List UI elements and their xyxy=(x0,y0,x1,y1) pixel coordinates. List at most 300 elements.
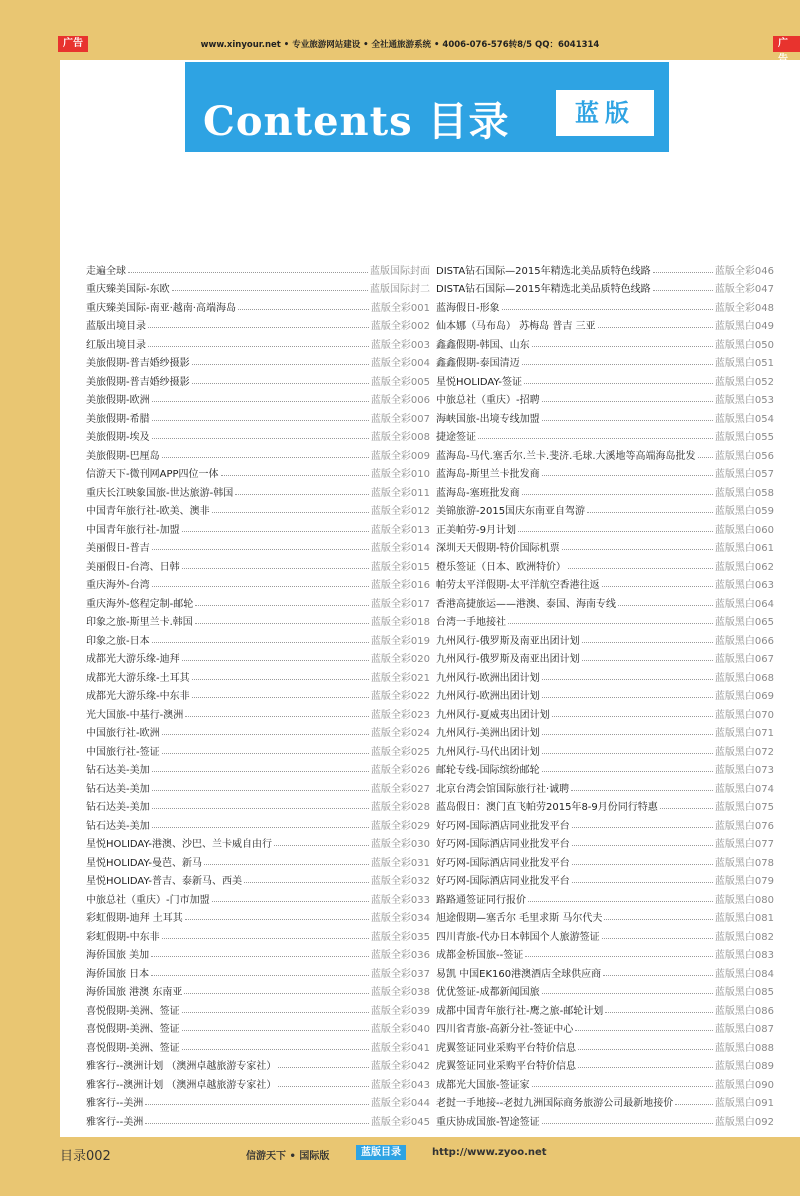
toc-entry-title: 星悦HOLIDAY-曼芭、新马 xyxy=(86,857,203,869)
toc-entry-page: 蓝版全彩039 xyxy=(370,1005,430,1017)
toc-entry[interactable] xyxy=(86,369,430,388)
toc-leader-dots xyxy=(152,420,369,421)
toc-entry-page: 蓝版全彩048 xyxy=(714,302,774,314)
toc-entry[interactable] xyxy=(436,702,774,721)
ad-badge-right: 广 xyxy=(773,36,800,52)
toc-entry[interactable] xyxy=(436,1017,774,1036)
toc-entry-page: 蓝版全彩021 xyxy=(370,672,430,684)
toc-entry[interactable] xyxy=(86,887,430,906)
toc-leader-dots xyxy=(675,1104,713,1105)
toc-entry-page: 蓝版全彩001 xyxy=(370,302,430,314)
toc-entry-page: 蓝版黑白064 xyxy=(714,598,774,610)
toc-entry[interactable] xyxy=(86,1072,430,1091)
toc-entry-title: 成都光大游乐缘-土耳其 xyxy=(86,672,190,684)
toc-entry[interactable] xyxy=(86,647,430,666)
toc-entry[interactable] xyxy=(86,277,430,296)
toc-leader-dots xyxy=(532,1086,713,1087)
toc-entry[interactable] xyxy=(86,1017,430,1036)
toc-entry-page: 蓝版全彩003 xyxy=(370,339,430,351)
toc-leader-dots xyxy=(235,494,369,495)
toc-entry[interactable] xyxy=(436,943,774,962)
toc-leader-dots xyxy=(204,864,369,865)
toc-entry[interactable] xyxy=(86,351,430,370)
toc-entry[interactable] xyxy=(436,628,774,647)
toc-entry[interactable] xyxy=(436,887,774,906)
toc-entry[interactable] xyxy=(436,258,774,277)
toc-entry[interactable] xyxy=(436,425,774,444)
toc-entry-title: 优优签证-成都新闻国旅 xyxy=(436,987,540,998)
toc-entry-page: 蓝版黑白056 xyxy=(714,450,774,462)
toc-entry-page: 蓝版全彩022 xyxy=(370,691,430,702)
toc-entry[interactable] xyxy=(436,591,774,610)
toc-entry-title: 好巧网-国际酒店同业批发平台 xyxy=(436,876,570,887)
toc-entry-title: 四川省青旅-高新分社-签证中心 xyxy=(436,1024,574,1035)
toc-entry-title: 喜悦假期-美洲、签证 xyxy=(86,1005,180,1017)
toc-entry[interactable] xyxy=(86,980,430,999)
toc-entry-page: 蓝版国际封二 xyxy=(370,284,430,295)
toc-entry-title: 光大国旅-中基行-澳洲 xyxy=(86,709,184,721)
toc-entry-title: 北京台湾会馆国际旅行社·诚聘 xyxy=(436,783,570,795)
toc-leader-dots xyxy=(582,642,713,643)
toc-entry-title: 海侨国旅 港澳 东南亚 xyxy=(86,987,183,998)
toc-leader-dots xyxy=(152,642,369,643)
toc-entry-page: 蓝版全彩014 xyxy=(370,543,430,554)
toc-leader-dots xyxy=(575,1030,713,1031)
toc-entry[interactable] xyxy=(436,406,774,425)
toc-leader-dots xyxy=(278,1067,369,1068)
toc-entry-title: 中国旅行社-欧洲 xyxy=(86,728,160,739)
toc-leader-dots xyxy=(508,623,713,624)
toc-leader-dots xyxy=(602,938,713,939)
toc-entry-page: 蓝版全彩033 xyxy=(370,894,430,906)
toc-leader-dots xyxy=(244,882,369,883)
toc-entry[interactable] xyxy=(86,499,430,518)
toc-entry-page: 蓝版黑白068 xyxy=(714,672,774,684)
toc-leader-dots xyxy=(528,901,713,902)
toc-entry-page: 蓝版黑白074 xyxy=(714,783,774,795)
toc-entry-page: 蓝版全彩040 xyxy=(370,1024,430,1035)
toc-entry-title: 易凯 中国EK160港澳酒店全球供应商 xyxy=(436,968,602,980)
toc-entry-title: 海侨国旅 美加 xyxy=(86,950,150,961)
toc-leader-dots xyxy=(152,549,369,550)
toc-entry-page: 蓝版黑白055 xyxy=(714,432,774,443)
toc-entry[interactable] xyxy=(436,351,774,370)
toc-entry[interactable] xyxy=(86,1109,430,1128)
toc-entry-page: 蓝版黑白088 xyxy=(714,1042,774,1054)
toc-entry-page: 蓝版全彩026 xyxy=(370,765,430,776)
toc-entry[interactable] xyxy=(436,869,774,888)
toc-entry-page: 蓝版黑白082 xyxy=(714,931,774,943)
toc-entry-title: 九州风行-俄罗斯及南亚出团计划 xyxy=(436,635,580,647)
toc-entry[interactable] xyxy=(86,665,430,684)
footer-brand: 信游天下 • 国际版 xyxy=(246,1151,330,1162)
toc-entry[interactable] xyxy=(86,813,430,832)
toc-entry-title: 美旅假期-希腊 xyxy=(86,413,150,425)
toc-entry-title: 钻石达美-美加 xyxy=(86,765,150,776)
toc-leader-dots xyxy=(578,1067,713,1068)
toc-entry-title: 九州风行-俄罗斯及南亚出团计划 xyxy=(436,654,580,665)
toc-entry-title: 九州风行-欧洲出团计划 xyxy=(436,691,540,702)
toc-entry-title: 星悦HOLIDAY-港澳、沙巴、兰卡威自由行 xyxy=(86,839,273,850)
toc-entry-title: 重庆长江映象国旅-世达旅游-韩国 xyxy=(86,487,234,499)
toc-entry-title: 仙本娜（马布岛） 苏梅岛 普吉 三亚 xyxy=(436,321,596,332)
toc-entry-title: 捷途签证 xyxy=(436,432,476,443)
toc-leader-dots xyxy=(572,827,713,828)
toc-entry-page: 蓝版全彩024 xyxy=(370,728,430,739)
toc-entry-title: 海侨国旅 日本 xyxy=(86,968,150,980)
toc-entry[interactable] xyxy=(436,480,774,499)
toc-leader-dots xyxy=(653,272,713,273)
toc-entry[interactable] xyxy=(86,406,430,425)
toc-entry[interactable] xyxy=(86,850,430,869)
toc-leader-dots xyxy=(542,734,713,735)
toc-entry-page: 蓝版全彩041 xyxy=(370,1042,430,1054)
toc-entry-page: 蓝版黑白054 xyxy=(714,413,774,425)
toc-entry[interactable] xyxy=(86,1035,430,1054)
toc-entry-page: 蓝版黑白070 xyxy=(714,709,774,721)
toc-entry-page: 蓝版全彩034 xyxy=(370,913,430,924)
toc-entry-page: 蓝版全彩011 xyxy=(370,487,430,499)
toc-entry-page: 蓝版全彩045 xyxy=(370,1116,430,1128)
toc-entry-title: 美旅假期-普吉婚纱摄影 xyxy=(86,358,190,369)
toc-entry[interactable] xyxy=(86,443,430,462)
toc-leader-dots xyxy=(221,475,369,476)
toc-leader-dots xyxy=(152,401,369,402)
toc-entry-page: 蓝版黑白087 xyxy=(714,1024,774,1035)
toc-entry-title: DISTA钻石国际—2015年精选北美品质特色线路 xyxy=(436,284,651,295)
toc-entry-page: 蓝版黑白071 xyxy=(714,728,774,739)
toc-entry-title: 彩虹假期-中东非 xyxy=(86,931,160,943)
toc-entry-page: 蓝版黑白084 xyxy=(714,968,774,980)
toc-entry-page: 蓝版全彩028 xyxy=(370,802,430,813)
toc-entry[interactable] xyxy=(86,961,430,980)
toc-entry-page: 蓝版黑白075 xyxy=(714,802,774,813)
toc-entry-page: 蓝版黑白062 xyxy=(714,561,774,573)
toc-entry-page: 蓝版全彩044 xyxy=(370,1098,430,1109)
toc-entry-page: 蓝版全彩017 xyxy=(370,598,430,610)
toc-entry-page: 蓝版黑白076 xyxy=(714,820,774,832)
toc-entry-title: 邮轮专线-国际缤纷邮轮 xyxy=(436,765,540,776)
toc-leader-dots xyxy=(568,568,713,569)
toc-leader-dots xyxy=(151,975,369,976)
toc-entry-title: 中旅总社（重庆）-门市加盟 xyxy=(86,894,210,906)
toc-leader-dots xyxy=(182,660,369,661)
toc-entry[interactable] xyxy=(86,832,430,851)
toc-entry[interactable] xyxy=(436,443,774,462)
toc-leader-dots xyxy=(653,290,713,291)
toc-entry[interactable] xyxy=(436,369,774,388)
toc-leader-dots xyxy=(274,845,369,846)
toc-entry-title: 蓝岛假日：澳门直飞帕劳2015年8-9月份同行特惠 xyxy=(436,802,658,813)
toc-entry[interactable] xyxy=(436,776,774,795)
toc-entry[interactable] xyxy=(86,628,430,647)
toc-leader-dots xyxy=(212,512,369,513)
toc-leader-dots xyxy=(162,734,369,735)
toc-leader-dots xyxy=(572,845,713,846)
toc-entry[interactable] xyxy=(436,795,774,814)
toc-entry[interactable] xyxy=(86,758,430,777)
toc-entry[interactable] xyxy=(436,813,774,832)
toc-entry-page: 蓝版全彩013 xyxy=(370,524,430,536)
toc-entry-page: 蓝版黑白049 xyxy=(714,321,774,332)
toc-entry-page: 蓝版全彩037 xyxy=(370,968,430,980)
toc-leader-dots xyxy=(182,1030,369,1031)
toc-entry-page: 蓝版黑白085 xyxy=(714,987,774,998)
toc-entry[interactable] xyxy=(86,258,430,277)
toc-entry-page: 蓝版黑白050 xyxy=(714,339,774,351)
toc-entry[interactable] xyxy=(86,480,430,499)
toc-entry-title: 成都光大游乐缘-迪拜 xyxy=(86,654,180,665)
toc-entry-title: 雅客行--美洲 xyxy=(86,1116,144,1128)
toc-entry[interactable] xyxy=(86,610,430,629)
toc-leader-dots xyxy=(182,568,369,569)
toc-leader-dots xyxy=(542,697,713,698)
toc-entry[interactable] xyxy=(436,924,774,943)
toc-entry[interactable] xyxy=(86,536,430,555)
toc-entry[interactable] xyxy=(436,499,774,518)
toc-entry[interactable] xyxy=(86,517,430,536)
toc-entry[interactable] xyxy=(436,998,774,1017)
toc-leader-dots xyxy=(184,993,369,994)
toc-leader-dots xyxy=(698,457,713,458)
toc-leader-dots xyxy=(195,605,369,606)
toc-leader-dots xyxy=(598,327,713,328)
toc-entry-title: 成都光大游乐缘-中东非 xyxy=(86,691,190,702)
toc-entry[interactable] xyxy=(436,647,774,666)
toc-entry-title: 重庆海外-台湾 xyxy=(86,580,150,591)
toc-entry-title: 蓝海岛-马代.塞舌尔.兰卡.斐济.毛球.大溪地等高端海岛批发 xyxy=(436,450,696,462)
toc-entry-title: 走遍全球 xyxy=(86,265,126,277)
toc-entry[interactable] xyxy=(436,1072,774,1091)
toc-entry[interactable] xyxy=(436,277,774,296)
toc-leader-dots xyxy=(152,808,369,809)
toc-entry-title: 信游天下-微刊网APP四位一体 xyxy=(86,469,219,480)
toc-entry-page: 蓝版黑白073 xyxy=(714,765,774,776)
toc-leader-dots xyxy=(152,438,369,439)
toc-entry[interactable] xyxy=(436,1054,774,1073)
toc-entry-page: 蓝版黑白089 xyxy=(714,1061,774,1072)
toc-entry-page: 蓝版黑白052 xyxy=(714,376,774,388)
toc-leader-dots xyxy=(192,383,369,384)
toc-entry-title: DISTA钻石国际—2015年精选北美品质特色线路 xyxy=(436,265,651,277)
footer-page-number: 目录002 xyxy=(60,1149,111,1164)
toc-leader-dots xyxy=(192,679,369,680)
toc-entry[interactable] xyxy=(436,906,774,925)
toc-entry-title: 九州风行-欧洲出团计划 xyxy=(436,672,540,684)
toc-entry[interactable] xyxy=(86,702,430,721)
toc-leader-dots xyxy=(195,623,369,624)
toc-entry[interactable] xyxy=(436,573,774,592)
toc-leader-dots xyxy=(572,864,713,865)
toc-entry[interactable] xyxy=(436,462,774,481)
toc-leader-dots xyxy=(212,901,369,902)
toc-entry[interactable] xyxy=(436,684,774,703)
toc-entry[interactable] xyxy=(436,536,774,555)
toc-entry[interactable] xyxy=(86,943,430,962)
toc-leader-dots xyxy=(562,549,713,550)
toc-entry[interactable] xyxy=(436,739,774,758)
toc-entry-title: 橙乐签证（日本、欧洲特价） xyxy=(436,561,566,573)
toc-entry-title: 钻石达美-美加 xyxy=(86,820,150,832)
toc-entry-page: 蓝版全彩025 xyxy=(370,746,430,758)
toc-entry-page: 蓝版黑白078 xyxy=(714,857,774,869)
toc-entry-page: 蓝版黑白059 xyxy=(714,506,774,517)
toc-entry[interactable] xyxy=(436,980,774,999)
toc-entry[interactable] xyxy=(436,758,774,777)
toc-entry-page: 蓝版黑白051 xyxy=(714,358,774,369)
toc-entry[interactable] xyxy=(86,739,430,758)
toc-entry-title: 中国青年旅行社-欧美、澳非 xyxy=(86,506,210,517)
top-contact-info: www.xinyour.net • 专业旅游网站建设 • 全社通旅游系统 • 4006-076-576转8/5 QQ：6041314 xyxy=(200,40,600,50)
toc-entry-page: 蓝版全彩004 xyxy=(370,358,430,369)
toc-entry[interactable] xyxy=(86,314,430,333)
toc-entry-title: 台湾一手地接社 xyxy=(436,617,506,628)
toc-entry-title: 雅客行--澳洲计划 （澳洲卓越旅游专家社） xyxy=(86,1061,277,1072)
toc-entry[interactable] xyxy=(86,998,430,1017)
toc-entry[interactable] xyxy=(436,961,774,980)
toc-entry[interactable] xyxy=(86,1091,430,1110)
toc-entry[interactable] xyxy=(86,462,430,481)
toc-entry-title: 雅客行--澳洲计划 （澳洲卓越旅游专家社） xyxy=(86,1079,277,1091)
toc-entry[interactable] xyxy=(436,1035,774,1054)
toc-entry[interactable] xyxy=(86,591,430,610)
toc-leader-dots xyxy=(542,771,713,772)
toc-entry[interactable] xyxy=(436,517,774,536)
toc-entry-title: 成都金桥国旅--签证 xyxy=(436,950,524,961)
toc-leader-dots xyxy=(572,882,713,883)
toc-entry-title: 美锦旅游-2015国庆东南亚自驾游 xyxy=(436,506,586,517)
toc-leader-dots xyxy=(152,586,369,587)
toc-entry-title: 旭途假期—塞舌尔 毛里求斯 马尔代夫 xyxy=(436,913,603,924)
toc-leader-dots xyxy=(162,753,369,754)
toc-entry-page: 蓝版黑白091 xyxy=(714,1098,774,1109)
toc-entry[interactable] xyxy=(86,776,430,795)
toc-entry-title: 蓝版出境目录 xyxy=(86,321,146,332)
toc-entry[interactable] xyxy=(86,924,430,943)
toc-entry-page: 蓝版全彩019 xyxy=(370,635,430,647)
toc-entry[interactable] xyxy=(436,314,774,333)
toc-entry-page: 蓝版全彩006 xyxy=(370,395,430,406)
toc-entry-page: 蓝版全彩018 xyxy=(370,617,430,628)
toc-entry-page: 蓝版黑白069 xyxy=(714,691,774,702)
top-bar xyxy=(0,0,800,60)
toc-entry-page: 蓝版黑白090 xyxy=(714,1079,774,1091)
toc-entry[interactable] xyxy=(436,850,774,869)
toc-leader-dots xyxy=(145,1104,369,1105)
toc-entry-title: 深圳天天假期-特价国际机票 xyxy=(436,543,560,554)
toc-entry-page: 蓝版全彩029 xyxy=(370,820,430,832)
toc-entry-title: 钻石达美-美加 xyxy=(86,802,150,813)
toc-entry-page: 蓝版黑白061 xyxy=(714,543,774,554)
toc-entry[interactable] xyxy=(86,425,430,444)
toc-entry-page: 蓝版全彩010 xyxy=(370,469,430,480)
toc-entry-page: 蓝版黑白058 xyxy=(714,487,774,499)
toc-leader-dots xyxy=(192,697,369,698)
toc-entry[interactable] xyxy=(436,610,774,629)
toc-leader-dots xyxy=(542,993,713,994)
toc-entry-page: 蓝版全彩008 xyxy=(370,432,430,443)
edition-badge: 蓝版 xyxy=(556,90,654,136)
toc-leader-dots xyxy=(571,790,713,791)
toc-entry-title: 美旅假期-巴厘岛 xyxy=(86,450,160,462)
toc-leader-dots xyxy=(525,956,713,957)
toc-leader-dots xyxy=(587,512,713,513)
toc-entry[interactable] xyxy=(86,554,430,573)
toc-entry-title: 好巧网-国际酒店同业批发平台 xyxy=(436,820,570,832)
toc-leader-dots xyxy=(172,290,368,291)
toc-entry-title: 美旅假期-普吉婚纱摄影 xyxy=(86,376,190,388)
toc-entry-page: 蓝版全彩015 xyxy=(370,561,430,573)
toc-entry-title: 成都光大国旅-签证家 xyxy=(436,1079,530,1091)
toc-entry[interactable] xyxy=(86,684,430,703)
toc-column-left xyxy=(86,258,430,1128)
toc-entry-title: 虎翼签证同业采购平台特价信息 xyxy=(436,1061,576,1072)
toc-leader-dots xyxy=(542,753,713,754)
toc-entry[interactable] xyxy=(86,721,430,740)
toc-entry-page: 蓝版全彩036 xyxy=(370,950,430,961)
toc-entry-title: 喜悦假期-美洲、签证 xyxy=(86,1042,180,1054)
toc-leader-dots xyxy=(524,383,713,384)
toc-entry[interactable] xyxy=(86,388,430,407)
toc-leader-dots xyxy=(128,272,368,273)
toc-leader-dots xyxy=(185,716,369,717)
toc-leader-dots xyxy=(185,919,369,920)
toc-entry-title: 中国青年旅行社-加盟 xyxy=(86,524,180,536)
toc-entry-title: 老挝一手地接--老挝九洲国际商务旅游公司最新地接价 xyxy=(436,1098,674,1109)
toc-entry-title: 红版出境目录 xyxy=(86,339,146,351)
toc-entry[interactable] xyxy=(436,832,774,851)
toc-entry-title: 喜悦假期-美洲、签证 xyxy=(86,1024,180,1035)
toc-entry-title: 重庆海外-悠程定制-邮轮 xyxy=(86,598,194,610)
toc-entry-title: 印象之旅-斯里兰卡.韩国 xyxy=(86,617,193,628)
toc-entry-page: 蓝版全彩038 xyxy=(370,987,430,998)
toc-entry[interactable] xyxy=(436,665,774,684)
toc-leader-dots xyxy=(604,919,713,920)
toc-entry-page: 蓝版全彩031 xyxy=(370,857,430,869)
toc-leader-dots xyxy=(152,790,369,791)
toc-entry[interactable] xyxy=(86,906,430,925)
toc-entry-page: 蓝版黑白057 xyxy=(714,469,774,480)
toc-entry-page: 蓝版全彩009 xyxy=(370,450,430,462)
toc-entry[interactable] xyxy=(436,332,774,351)
footer-section-badge: 蓝版目录 xyxy=(356,1145,406,1160)
toc-entry-page: 蓝版全彩030 xyxy=(370,839,430,850)
toc-entry[interactable] xyxy=(86,295,430,314)
footer-url: http://www.zyoo.net xyxy=(432,1147,547,1158)
toc-entry[interactable] xyxy=(86,573,430,592)
toc-entry[interactable] xyxy=(436,388,774,407)
toc-entry[interactable] xyxy=(436,295,774,314)
toc-entry-title: 重庆协成国旅-智途签证 xyxy=(436,1116,540,1128)
toc-entry-title: 美丽假日-普吉 xyxy=(86,543,150,554)
toc-entry[interactable] xyxy=(86,869,430,888)
toc-entry-page: 蓝版全彩032 xyxy=(370,876,430,887)
toc-entry-page: 蓝版全彩007 xyxy=(370,413,430,425)
toc-entry[interactable] xyxy=(436,554,774,573)
toc-leader-dots xyxy=(578,1049,713,1050)
toc-entry[interactable] xyxy=(86,795,430,814)
toc-entry[interactable] xyxy=(436,1091,774,1110)
toc-entry-title: 美旅假期-埃及 xyxy=(86,432,150,443)
toc-entry-page: 蓝版黑白086 xyxy=(714,1005,774,1017)
toc-entry[interactable] xyxy=(86,332,430,351)
toc-entry[interactable] xyxy=(436,721,774,740)
toc-entry-title: 印象之旅-日本 xyxy=(86,635,150,647)
ad-badge-left: 广告 xyxy=(58,36,88,52)
toc-entry[interactable] xyxy=(436,1109,774,1128)
toc-entry[interactable] xyxy=(86,1054,430,1073)
toc-entry-title: 香港高捷旅运——港澳、泰国、海南专线 xyxy=(436,598,616,610)
